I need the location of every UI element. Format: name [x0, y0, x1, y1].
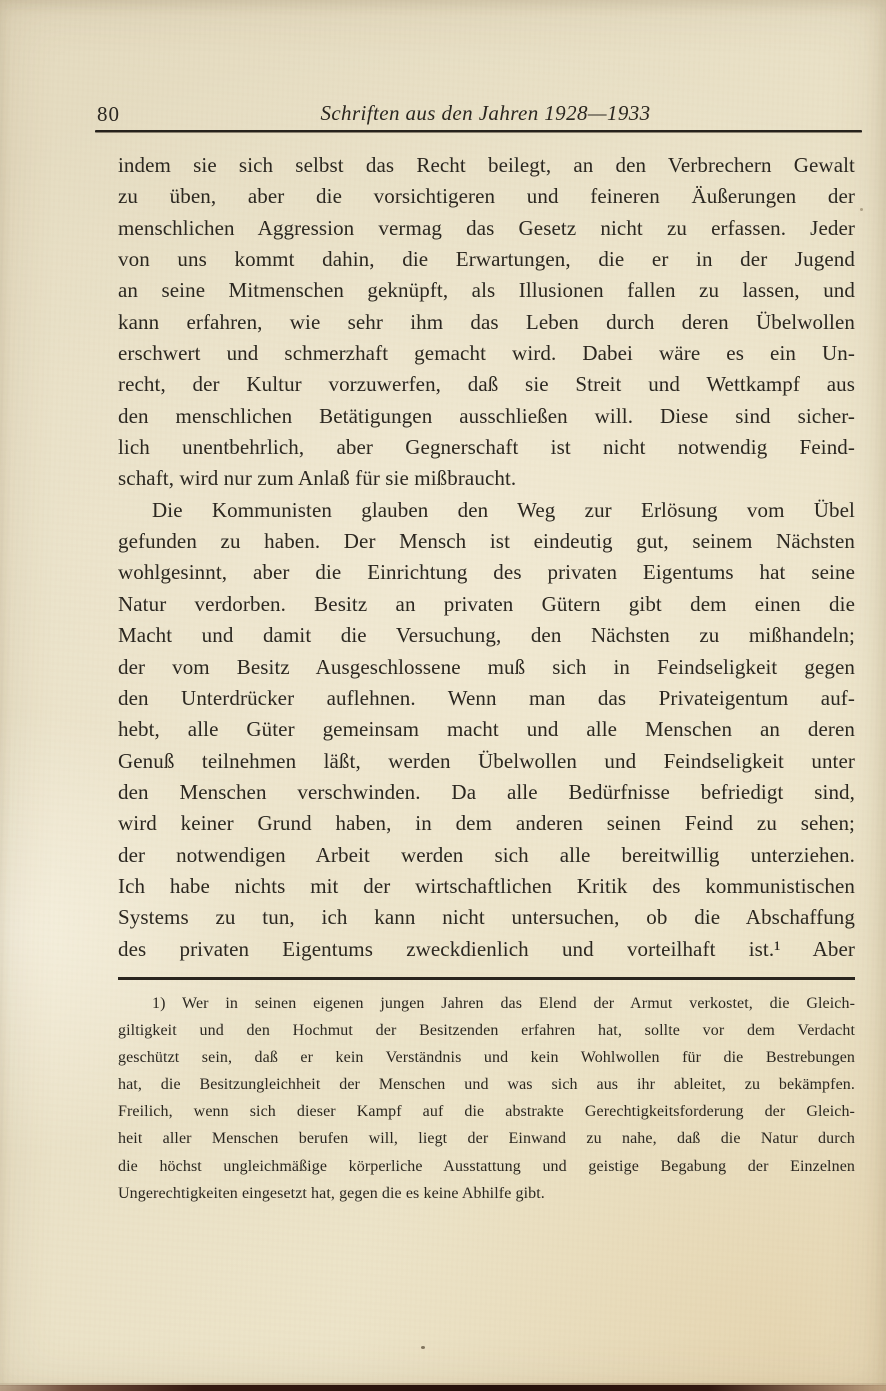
footnote-line: die höchst ungleichmäßige körperliche Ausstattung und geistige Begabung der Einzelnen	[118, 1157, 855, 1175]
footnote-line: Freilich, wenn sich dieser Kampf auf die abstrakte Gerechtigkeitsforderung der Gleich-	[118, 1103, 855, 1121]
body-text-line: von uns kommt dahin, die Erwartungen, die er in der Jugend	[118, 247, 855, 272]
body-text-line: Die Kommunisten glauben den Weg zur Erlösung vom Übel	[152, 497, 855, 522]
footnote-rule	[118, 977, 855, 980]
body-text-line: an seine Mitmenschen geknüpft, als Illusionen fallen zu lassen, und	[118, 278, 855, 303]
body-text-line: zu üben, aber die vorsichtigeren und feineren Äußerungen der	[118, 184, 855, 209]
footnote-line: Ungerechtigkeiten eingesetzt hat, gegen die es keine Abhilfe gibt.	[118, 1184, 545, 1202]
body-text-line: wird keiner Grund haben, in dem anderen seinen Feind zu sehen;	[118, 811, 855, 836]
footnote-line: hat, die Besitzungleichheit der Menschen und was sich aus ihr ableitet, zu bekämpfen.	[118, 1076, 855, 1094]
body-text-line: Ich habe nichts mit der wirtschaftlichen Kritik des kommunistischen	[118, 873, 855, 898]
body-text-line: den menschlichen Betätigungen ausschließen will. Diese sind sicher-	[118, 403, 855, 428]
scan-bottom-edge	[0, 1385, 886, 1391]
body-text	[118, 150, 855, 965]
footnote-line: 1) Wer in seinen eigenen jungen Jahren das Elend der Armut verkostet, die Gleich-	[152, 995, 855, 1012]
body-text-line: den Unterdrücker auflehnen. Wenn man das Privateigentum auf-	[118, 685, 855, 710]
body-text-line: schaft, wird nur zum Anlaß für sie mißbraucht.	[118, 466, 517, 491]
running-title: Schriften aus den Jahren 1928—1933	[320, 101, 651, 125]
footnote	[118, 990, 855, 1207]
scan-speck	[860, 208, 863, 211]
body-text-line: recht, der Kultur vorzuwerfen, daß sie Streit und Wettkampf aus	[118, 372, 855, 397]
body-text-line: der vom Besitz Ausgeschlossene muß sich in Feindseligkeit gegen	[118, 654, 855, 679]
body-text-line: den Menschen verschwinden. Da alle Bedürfnisse befriedigt sind,	[118, 779, 855, 804]
body-text-line: erschwert und schmerzhaft gemacht wird. Dabei wäre es ein Un-	[118, 341, 855, 366]
footnote-line: geschützt sein, daß er kein Verständnis und kein Wohlwollen für die Bestrebungen	[118, 1049, 855, 1067]
page-header	[0, 0, 886, 140]
header-rule	[95, 130, 862, 133]
body-text-line: kann erfahren, wie sehr ihm das Leben durch deren Übelwollen	[118, 309, 855, 334]
scan-speck	[421, 1346, 425, 1349]
body-text-line: Macht und damit die Versuchung, den Nächsten zu mißhandeln;	[118, 623, 855, 648]
body-text-line: gefunden zu haben. Der Mensch ist eindeutig gut, seinem Nächsten	[118, 529, 855, 554]
body-text-line: indem sie sich selbst das Recht beilegt, an den Verbrechern Gewalt	[118, 153, 855, 177]
body-text-line: lich unentbehrlich, aber Gegnerschaft ist nicht notwendig Feind-	[118, 435, 855, 460]
body-text-line: des privaten Eigentums zweckdienlich und vorteilhaft ist.¹ Aber	[118, 936, 855, 961]
footnote-line: heit aller Menschen berufen will, liegt der Einwand zu nahe, daß die Natur durch	[118, 1130, 855, 1148]
footnote-line: giltigkeit und den Hochmut der Besitzenden erfahren hat, sollte vor dem Verdacht	[118, 1022, 855, 1040]
body-text-line: wohlgesinnt, aber die Einrichtung des privaten Eigentums hat seine	[118, 560, 855, 585]
body-text-line: Genuß teilnehmen läßt, werden Übelwollen und Feindseligkeit unter	[118, 748, 855, 773]
body-text-line: hebt, alle Güter gemeinsam macht und alle Menschen an deren	[118, 717, 855, 742]
body-text-line: menschlichen Aggression vermag das Gesetz nicht zu erfassen. Jeder	[118, 215, 855, 240]
page-number: 80	[97, 102, 120, 126]
body-text-line: Natur verdorben. Besitz an privaten Gütern gibt dem einen die	[118, 591, 855, 616]
body-text-line: der notwendigen Arbeit werden sich alle bereitwillig unterziehen.	[118, 842, 855, 867]
body-text-line: Systems zu tun, ich kann nicht untersuchen, ob die Abschaffung	[118, 905, 855, 930]
